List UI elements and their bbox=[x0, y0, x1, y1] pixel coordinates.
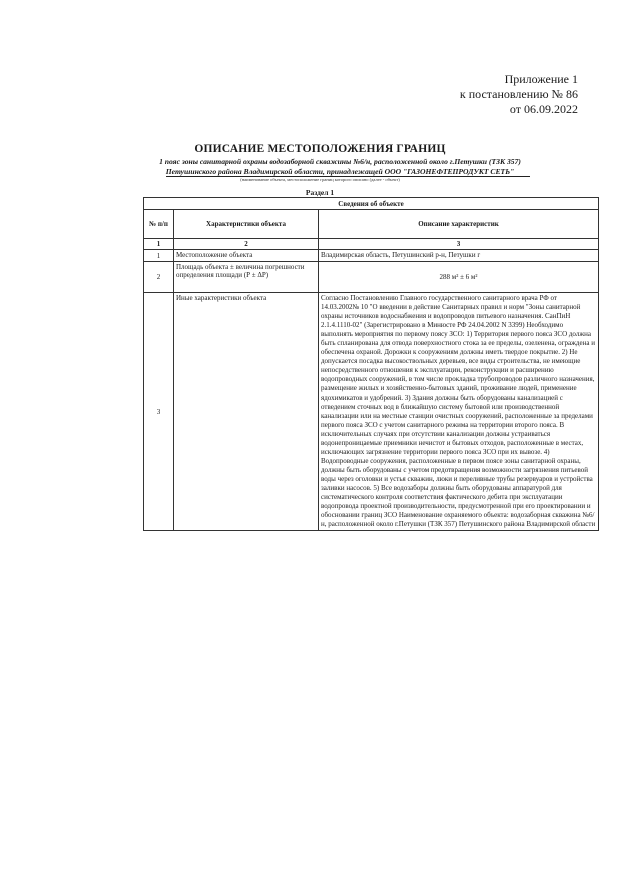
table-row bbox=[144, 293, 599, 531]
appendix-line-2: к постановлению № 86 bbox=[459, 87, 578, 101]
appendix-line-3: от 06.09.2022 bbox=[509, 102, 578, 116]
appendix-line-1: Приложение 1 bbox=[504, 72, 578, 86]
row-2-number: 2 bbox=[144, 262, 174, 293]
row-1-name: Местоположение объекта bbox=[174, 250, 319, 262]
row-2-value: 288 м² ± 6 м² bbox=[319, 262, 599, 293]
table-row bbox=[144, 262, 599, 293]
column-number-row bbox=[144, 239, 599, 250]
section-label: Раздел 1 bbox=[305, 188, 335, 197]
row-3-value: Согласно Постановлению Главного государственного санитарного врача РФ от 14.03.2002№ 10 "О введении в действие Санитарных правил и норм "Зоны санитарной охраны источников водоснабжения и водопроводов питьевого назначения. СанПиН 2.1.4.1110-02" (Зарегистрировано в Минюсте РФ 24.04.2002 N 3399) Необходимо выполнять мероприятия по первому поясу ЗСО: 1) Территория первого пояса ЗСО должна быть спланирована для отвода поверхностного стока за ее пределы, озеленена, ограждена и обеспечена охраной. Дорожки к сооружениям должны иметь твердое покрытие. 2) Не допускается посадка высокоствольных деревьев, все виды строительства, не имеющие непосредственного отношения к эксплуатации, реконструкции и расширению водопроводных сооружений, в том числе прокладка трубопроводов различного назначения, размещение жилых и хозяйственно-бытовых зданий, проживание людей, применение ядохимикатов и удобрений. 3) Здания должны быть оборудованы канализацией с отведением сточных вод в ближайшую систему бытовой или производственной канализации или на местные станции очистных сооружений, расположенные за пределами первого пояса ЗСО с учетом санитарного режима на территории второго пояса. В исключительных случаях при отсутствии канализации должны устраиваться водонепроницаемые приемники нечистот и бытовых отходов, расположенные в местах, исключающих загрязнение территории первого пояса ЗСО при их вывозе. 4) Водопроводные сооружения, расположенные в первом поясе зоны санитарной охраны, должны быть оборудованы с учетом предотвращения возможности загрязнения питьевой воды через оголовки и устья скважин, люки и переливные трубы резервуаров и устройства заливки насосов. 5) Все водозаборы должны быть оборудованы аппаратурой для систематического контроля соответствия фактического дебита при эксплуатации водопровода проектной производительности, предусмотренной при его проектировании и обосновании границ ЗСО Наименование охраняемого объекта: водозаборная скважина №6/н, расположенной около г.Петушки (ТЗК 357) Петушинского района Владимирской области bbox=[319, 293, 599, 531]
row-3-name: Иные характеристики объекта bbox=[174, 293, 319, 531]
header-description: Описание характеристик bbox=[319, 210, 599, 239]
document-title: ОПИСАНИЕ МЕСТОПОЛОЖЕНИЯ ГРАНИЦ bbox=[194, 143, 446, 155]
col-number-1: 1 bbox=[144, 239, 174, 250]
col-number-2: 2 bbox=[174, 239, 319, 250]
row-2-name: Площадь объекта ± величина погрешности определения площади (Р ± ΔР) bbox=[174, 262, 319, 293]
header-number: № п/п bbox=[144, 210, 174, 239]
row-1-value: Владимирская область, Петушинский р-н, Петушки г bbox=[319, 250, 599, 262]
header-characteristic: Характеристики объекта bbox=[174, 210, 319, 239]
subtitle-line-2: Петушинского района Владимирской области, принадлежащей ООО "ГАЗОНЕФТЕПРОДУКТ СЕТЬ" bbox=[165, 167, 515, 176]
section-heading bbox=[0, 188, 640, 197]
appendix-block bbox=[460, 72, 578, 117]
subtitle-note: (наименование объекта, местоположение границ которого описано (далее - объект) bbox=[240, 177, 400, 182]
document-subtitle bbox=[140, 157, 540, 177]
subtitle-line-1: 1 пояс зоны санитарной охраны водозаборной скважины №6/н, расположенной около г.Петушки (ТЗК 357) bbox=[159, 157, 521, 166]
table-caption-row bbox=[144, 198, 599, 210]
table-caption: Сведения об объекте bbox=[144, 198, 599, 210]
row-1-number: 1 bbox=[144, 250, 174, 262]
table-row bbox=[144, 250, 599, 262]
object-info-table bbox=[143, 197, 599, 531]
table-header-row bbox=[144, 210, 599, 239]
col-number-3: 3 bbox=[319, 239, 599, 250]
row-3-number: 3 bbox=[144, 293, 174, 531]
